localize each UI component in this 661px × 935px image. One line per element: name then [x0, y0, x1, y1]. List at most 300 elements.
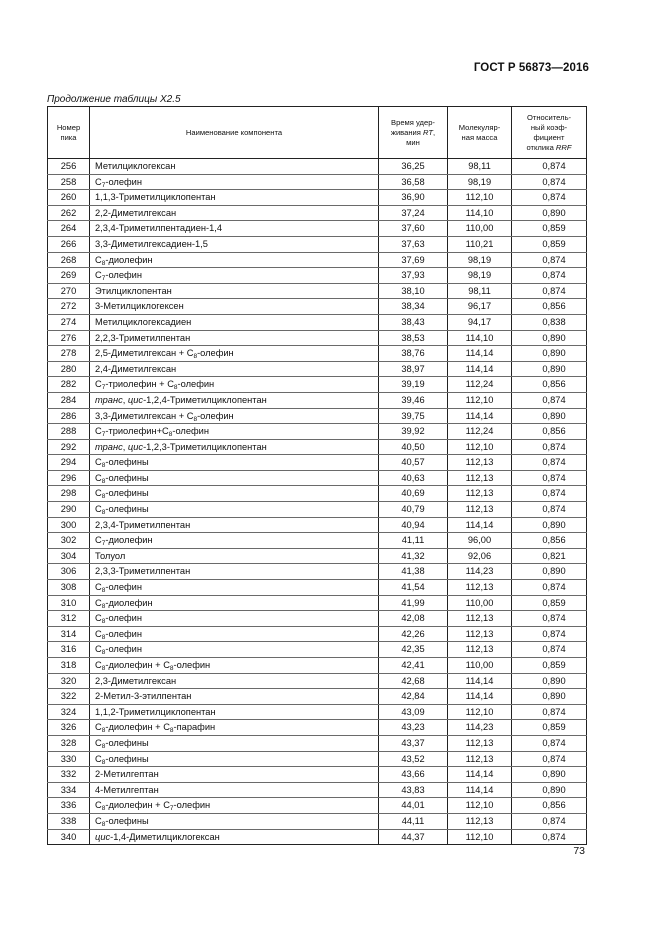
peak-number-cell: 274 [48, 314, 90, 330]
component-name-cell [90, 424, 379, 440]
rrf-cell: 0,859 [512, 720, 587, 736]
component-name-cell [90, 798, 379, 814]
table-row [48, 252, 587, 268]
component-name-cell [90, 626, 379, 642]
rrf-cell: 0,874 [512, 268, 587, 284]
component-name-part: С [95, 582, 102, 593]
component-name-part: С [95, 800, 102, 811]
retention-time-cell: 42,08 [379, 611, 448, 627]
component-name-part: -олефины [105, 737, 149, 748]
component-name-cell [90, 642, 379, 658]
component-name-part: -олефины [105, 488, 149, 499]
component-name-part: 1,1,2-Триметилциклопентан [95, 706, 216, 717]
table-row [48, 626, 587, 642]
rrf-cell: 0,874 [512, 751, 587, 767]
standard-code: ГОСТ Р 56873—2016 [473, 62, 589, 74]
rrf-cell: 0,874 [512, 829, 587, 845]
peak-number-cell: 256 [48, 159, 90, 175]
component-name-cell [90, 205, 379, 221]
peak-number-cell: 318 [48, 658, 90, 674]
molecular-mass-cell: 112,13 [448, 626, 512, 642]
retention-time-cell: 40,79 [379, 502, 448, 518]
molecular-mass-cell: 112,24 [448, 377, 512, 393]
table-row [48, 159, 587, 175]
rrf-cell: 0,890 [512, 361, 587, 377]
retention-time-cell: 39,19 [379, 377, 448, 393]
component-name-part: 2,3-Диметилгексан [95, 675, 177, 686]
rrf-cell: 0,859 [512, 236, 587, 252]
rrf-cell: 0,874 [512, 611, 587, 627]
table-row [48, 533, 587, 549]
component-name-cell [90, 533, 379, 549]
peak-number-cell: 288 [48, 424, 90, 440]
component-name-cell [90, 174, 379, 190]
table-row [48, 502, 587, 518]
component-name-part: С [95, 737, 102, 748]
component-name-part: -олефин [105, 644, 142, 655]
retention-time-cell: 43,37 [379, 735, 448, 751]
peak-number-cell: 310 [48, 595, 90, 611]
table-row [48, 470, 587, 486]
component-name-part: -олефины [105, 815, 149, 826]
rrf-cell: 0,856 [512, 424, 587, 440]
molecular-mass-cell: 98,11 [448, 159, 512, 175]
table-row [48, 658, 587, 674]
molecular-mass-cell: 112,13 [448, 502, 512, 518]
component-name-part: -олефин [172, 426, 210, 437]
table-body [48, 159, 587, 845]
component-name-cell [90, 564, 379, 580]
retention-time-cell: 44,01 [379, 798, 448, 814]
table-row [48, 299, 587, 315]
component-name-part: -диолефин [105, 254, 153, 265]
rrf-cell: 0,890 [512, 517, 587, 533]
rrf-cell: 0,874 [512, 455, 587, 471]
component-name-part: 8 [101, 649, 106, 657]
retention-time-cell: 40,63 [379, 470, 448, 486]
component-name-part: С [95, 628, 102, 639]
component-name-part: 2,3,4-Триметилпентадиен-1,4 [95, 223, 223, 234]
retention-time-cell: 43,09 [379, 704, 448, 720]
component-name-cell [90, 408, 379, 424]
component-name-part: Толуол [95, 550, 126, 561]
component-name-part: С [95, 644, 102, 655]
molecular-mass-cell: 98,19 [448, 252, 512, 268]
peak-number-cell: 264 [48, 221, 90, 237]
peak-number-cell: 269 [48, 268, 90, 284]
component-name-part: 7 [101, 384, 106, 392]
component-name-part: транс [95, 394, 123, 405]
component-name-cell [90, 548, 379, 564]
table-row [48, 704, 587, 720]
table-row [48, 377, 587, 393]
table-caption: Продолжение таблицы Х2.5 [47, 94, 181, 105]
retention-time-cell: 38,34 [379, 299, 448, 315]
component-name-part: 8 [101, 509, 106, 517]
component-name-part: -олефин [177, 379, 215, 390]
molecular-mass-cell: 110,00 [448, 221, 512, 237]
molecular-mass-cell: 98,19 [448, 268, 512, 284]
retention-time-cell: 38,43 [379, 314, 448, 330]
component-name-part: 2-Метил-3-этилпентан [95, 691, 192, 702]
rrf-cell: 0,874 [512, 439, 587, 455]
rrf-cell: 0,890 [512, 564, 587, 580]
table-row [48, 392, 587, 408]
molecular-mass-cell: 114,23 [448, 720, 512, 736]
table-row [48, 221, 587, 237]
molecular-mass-cell: 94,17 [448, 314, 512, 330]
rrf-cell: 0,890 [512, 330, 587, 346]
peak-number-cell: 294 [48, 455, 90, 471]
component-name-part: -диолефин + С [105, 800, 170, 811]
molecular-mass-cell: 110,00 [448, 658, 512, 674]
retention-time-cell: 42,26 [379, 626, 448, 642]
table-row [48, 798, 587, 814]
component-name-part: -олефин [197, 348, 234, 359]
table-row [48, 767, 587, 783]
rrf-cell: 0,890 [512, 782, 587, 798]
molecular-mass-cell: 114,14 [448, 767, 512, 783]
component-name-part: -диолефин [105, 597, 153, 608]
component-name-part: -олефины [105, 472, 149, 483]
rrf-cell: 0,856 [512, 798, 587, 814]
component-name-cell [90, 439, 379, 455]
component-name-part: 8 [101, 742, 106, 750]
component-name-cell [90, 346, 379, 362]
rrf-cell: 0,890 [512, 673, 587, 689]
component-name-cell [90, 829, 379, 845]
component-name-part: 8 [193, 353, 198, 361]
retention-time-cell: 43,83 [379, 782, 448, 798]
peak-number-cell: 304 [48, 548, 90, 564]
component-name-part: 7 [101, 275, 106, 283]
component-name-part: цис [95, 831, 111, 842]
molecular-mass-cell: 112,13 [448, 735, 512, 751]
component-name-part: Метилциклогексан [95, 161, 176, 171]
component-name-part: 2,3,4-Триметилпентан [95, 519, 191, 530]
component-name-part: 8 [101, 462, 106, 470]
peak-number-cell: 258 [48, 174, 90, 190]
rrf-cell: 0,856 [512, 533, 587, 549]
component-name-cell [90, 782, 379, 798]
table-row [48, 439, 587, 455]
molecular-mass-cell: 98,19 [448, 174, 512, 190]
component-name-part: 7 [169, 805, 174, 813]
molecular-mass-cell: 112,13 [448, 642, 512, 658]
molecular-mass-cell: 96,17 [448, 299, 512, 315]
component-name-cell [90, 252, 379, 268]
rrf-cell: 0,874 [512, 252, 587, 268]
rrf-cell: 0,859 [512, 221, 587, 237]
retention-time-cell: 40,94 [379, 517, 448, 533]
retention-time-cell: 36,25 [379, 159, 448, 175]
table-row [48, 486, 587, 502]
component-name-part: транс [95, 441, 123, 452]
component-name-cell [90, 377, 379, 393]
peak-number-cell: 282 [48, 377, 90, 393]
molecular-mass-cell: 112,13 [448, 611, 512, 627]
molecular-mass-cell: 98,11 [448, 283, 512, 299]
table-row [48, 611, 587, 627]
component-name-cell [90, 517, 379, 533]
table-row [48, 361, 587, 377]
component-name-cell [90, 314, 379, 330]
retention-time-cell: 41,54 [379, 580, 448, 596]
peak-number-cell: 298 [48, 486, 90, 502]
molecular-mass-cell: 114,14 [448, 408, 512, 424]
molecular-mass-cell: 114,14 [448, 689, 512, 705]
component-name-part: -диолефин + С [105, 660, 170, 670]
molecular-mass-cell: 114,10 [448, 205, 512, 221]
rrf-cell: 0,874 [512, 486, 587, 502]
component-name-cell [90, 221, 379, 237]
table-row [48, 314, 587, 330]
component-name-cell [90, 299, 379, 315]
retention-time-cell: 41,11 [379, 533, 448, 549]
table-row [48, 283, 587, 299]
component-name-part: цис [127, 394, 144, 405]
retention-time-cell: 40,50 [379, 439, 448, 455]
table-row [48, 595, 587, 611]
rrf-cell: 0,856 [512, 299, 587, 315]
retention-time-cell: 41,99 [379, 595, 448, 611]
table-header-row [48, 107, 587, 159]
component-name-part: 8 [101, 633, 106, 641]
table-row [48, 268, 587, 284]
component-name-part: 2-Метилгептан [95, 769, 159, 780]
rrf-cell: 0,874 [512, 626, 587, 642]
peak-number-cell: 328 [48, 735, 90, 751]
peak-number-cell: 322 [48, 689, 90, 705]
peak-number-cell: 320 [48, 673, 90, 689]
molecular-mass-cell: 112,13 [448, 580, 512, 596]
molecular-mass-cell: 112,10 [448, 798, 512, 814]
component-name-part: С [95, 722, 102, 733]
retention-time-cell: 44,37 [379, 829, 448, 845]
component-name-part: С [95, 504, 102, 515]
peak-number-cell: 332 [48, 767, 90, 783]
retention-time-cell: 36,90 [379, 190, 448, 206]
component-name-part: 2,3,3-Триметилпентан [95, 566, 191, 577]
molecular-mass-cell: 112,10 [448, 704, 512, 720]
rrf-cell: 0,874 [512, 502, 587, 518]
rrf-cell: 0,874 [512, 735, 587, 751]
component-name-cell [90, 673, 379, 689]
component-name-part: 8 [101, 820, 106, 828]
component-name-part: 2,2,3-Триметилпентан [95, 332, 191, 343]
component-name-part: 8 [169, 727, 174, 735]
component-name-part: -олефин [105, 270, 142, 281]
table-row [48, 455, 587, 471]
retention-time-cell: 41,32 [379, 548, 448, 564]
table-row [48, 190, 587, 206]
retention-time-cell: 37,69 [379, 252, 448, 268]
rrf-cell: 0,859 [512, 595, 587, 611]
rrf-cell: 0,874 [512, 174, 587, 190]
peak-number-cell: 260 [48, 190, 90, 206]
molecular-mass-cell: 114,10 [448, 330, 512, 346]
component-name-cell [90, 813, 379, 829]
rrf-cell: 0,890 [512, 767, 587, 783]
peak-number-cell: 302 [48, 533, 90, 549]
rrf-cell: 0,890 [512, 205, 587, 221]
component-name-part: , [122, 441, 128, 452]
component-name-part: -1,2,4-Триметилциклопентан [143, 394, 267, 405]
component-name-part: -диолефин [105, 535, 153, 546]
component-name-part: С [95, 815, 102, 826]
component-name-part: -1,2,3-Триметилциклопентан [143, 441, 267, 452]
component-name-cell [90, 735, 379, 751]
component-name-part: -олефины [105, 504, 149, 515]
component-name-part: 4-Метилгептан [95, 784, 159, 795]
peak-number-cell: 278 [48, 346, 90, 362]
component-name-part: С [95, 613, 102, 624]
component-name-part: 3-Метилциклогексен [95, 301, 184, 312]
component-name-part: 8 [101, 805, 106, 813]
retention-time-cell: 38,97 [379, 361, 448, 377]
component-name-part: 7 [101, 540, 106, 548]
component-name-part: 1,1,3-Триметилциклопентан [95, 192, 216, 203]
rrf-cell: 0,874 [512, 704, 587, 720]
molecular-mass-cell: 92,06 [448, 548, 512, 564]
component-name-part: С [95, 472, 102, 483]
component-name-part: Метилциклогексадиен [95, 316, 192, 327]
retention-time-cell: 42,41 [379, 658, 448, 674]
table-row [48, 174, 587, 190]
retention-time-cell: 44,11 [379, 813, 448, 829]
peak-number-cell: 286 [48, 408, 90, 424]
component-name-part: С [95, 660, 102, 670]
component-name-cell [90, 689, 379, 705]
components-table [47, 106, 587, 845]
component-name-part: -олефин [197, 410, 234, 421]
component-name-part: С [95, 254, 102, 265]
peak-number-cell: 276 [48, 330, 90, 346]
table-row [48, 813, 587, 829]
component-name-cell [90, 190, 379, 206]
molecular-mass-cell: 112,10 [448, 439, 512, 455]
molecular-mass-cell: 112,10 [448, 190, 512, 206]
peak-number-cell: 284 [48, 392, 90, 408]
molecular-mass-cell: 110,00 [448, 595, 512, 611]
page-number: 73 [573, 845, 585, 857]
table-row [48, 517, 587, 533]
table-row [48, 673, 587, 689]
molecular-mass-cell: 96,00 [448, 533, 512, 549]
retention-time-cell: 39,75 [379, 408, 448, 424]
header-rrf: Относитель- ный коэф- фициент отклика RRF [512, 107, 587, 159]
peak-number-cell: 292 [48, 439, 90, 455]
rrf-cell: 0,859 [512, 658, 587, 674]
retention-time-cell: 43,23 [379, 720, 448, 736]
retention-time-cell: 37,93 [379, 268, 448, 284]
molecular-mass-cell: 114,14 [448, 361, 512, 377]
component-name-part: цис [127, 441, 144, 452]
retention-time-cell: 42,35 [379, 642, 448, 658]
retention-time-cell: 37,60 [379, 221, 448, 237]
table-row [48, 689, 587, 705]
molecular-mass-cell: 112,13 [448, 486, 512, 502]
component-name-part: , [122, 394, 128, 405]
peak-number-cell: 316 [48, 642, 90, 658]
molecular-mass-cell: 114,23 [448, 564, 512, 580]
rrf-cell: 0,890 [512, 689, 587, 705]
component-name-part: -олефин [105, 613, 142, 624]
component-name-cell [90, 159, 379, 175]
component-name-part: 3,3-Диметилгексадиен-1,5 [95, 238, 208, 249]
component-name-part: 8 [101, 618, 106, 626]
retention-time-cell: 39,92 [379, 424, 448, 440]
component-name-part: С [95, 270, 102, 281]
component-name-part: 3,3-Диметилгексан + С [95, 410, 194, 421]
retention-time-cell: 38,53 [379, 330, 448, 346]
component-name-cell [90, 283, 379, 299]
retention-time-cell: 43,52 [379, 751, 448, 767]
header-retention-time: Время удер- живания RT, мин [379, 107, 448, 159]
table-row [48, 236, 587, 252]
peak-number-cell: 336 [48, 798, 90, 814]
molecular-mass-cell: 112,13 [448, 751, 512, 767]
component-name-cell [90, 455, 379, 471]
retention-time-cell: 37,63 [379, 236, 448, 252]
component-name-part: -триолефин+С [105, 426, 169, 437]
component-name-part: -олефины [105, 753, 149, 764]
molecular-mass-cell: 110,21 [448, 236, 512, 252]
table-row [48, 330, 587, 346]
component-name-part: -диолефин + С [105, 722, 170, 733]
component-name-part: -олефин [105, 628, 142, 639]
component-name-cell [90, 330, 379, 346]
component-name-part: 2,5-Диметилгексан + С [95, 348, 194, 359]
component-name-cell [90, 392, 379, 408]
component-name-part: 2,4-Диметилгексан [95, 363, 177, 374]
peak-number-cell: 330 [48, 751, 90, 767]
component-name-cell [90, 595, 379, 611]
molecular-mass-cell: 112,24 [448, 424, 512, 440]
component-name-part: -триолефин + С [105, 379, 174, 390]
component-name-part: 2,2-Диметилгексан [95, 207, 177, 218]
table-row [48, 346, 587, 362]
component-name-part: С [95, 753, 102, 764]
component-name-part: С [95, 426, 102, 437]
component-name-part: Этилциклопентан [95, 285, 172, 296]
table-row [48, 642, 587, 658]
component-name-part: С [95, 379, 102, 390]
rrf-cell: 0,856 [512, 377, 587, 393]
component-name-cell [90, 767, 379, 783]
component-name-part: 7 [101, 431, 106, 439]
retention-time-cell: 40,57 [379, 455, 448, 471]
retention-time-cell: 38,76 [379, 346, 448, 362]
component-name-part: 8 [101, 602, 106, 610]
table-row [48, 424, 587, 440]
component-name-part: 8 [101, 259, 106, 267]
component-name-part: 8 [168, 431, 173, 439]
component-name-cell [90, 720, 379, 736]
retention-time-cell: 43,66 [379, 767, 448, 783]
component-name-part: 8 [101, 477, 106, 485]
peak-number-cell: 338 [48, 813, 90, 829]
component-name-part: С [95, 457, 102, 468]
component-name-part: -олефин [105, 176, 142, 187]
molecular-mass-cell: 112,13 [448, 470, 512, 486]
table-row [48, 782, 587, 798]
component-name-part: 8 [193, 415, 198, 423]
table-row [48, 751, 587, 767]
rrf-cell: 0,838 [512, 314, 587, 330]
table-row [48, 829, 587, 845]
component-name-part: 8 [169, 665, 174, 672]
